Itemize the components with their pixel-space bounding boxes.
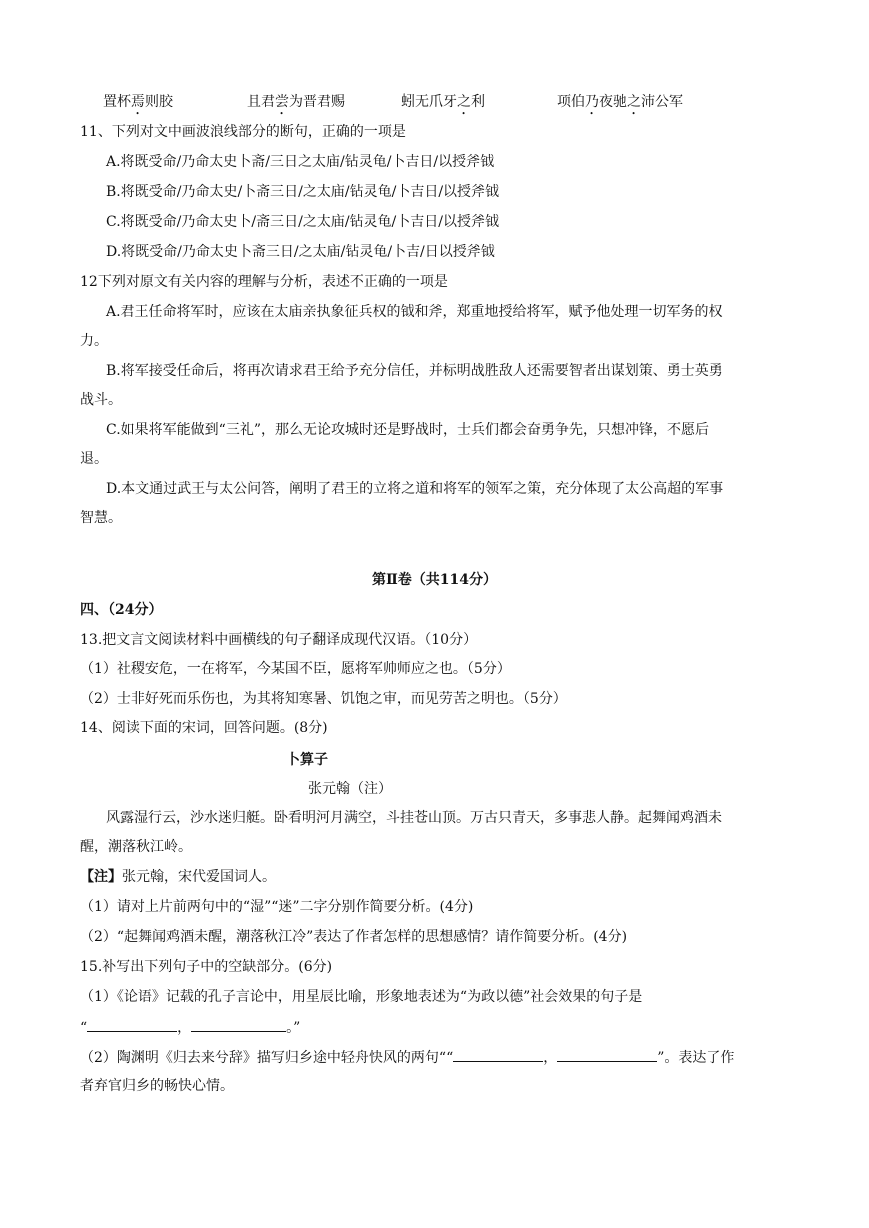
- poem-title: 卜算子: [286, 752, 328, 768]
- q13-stem: 13.把文言文阅读材料中画横线的句子翻译成现代汉语。（10分）: [80, 632, 478, 648]
- q11-option-c: C.将既受命/乃命太史卜/斋三日/之太庙/钻灵龟/卜吉日/以授斧钺: [106, 214, 499, 230]
- q14-sub2: （2）“起舞闻鸡酒未醒，潮落秋江冷”表达了作者怎样的思想感情？请作简要分析。(4分): [80, 929, 628, 945]
- q12-option-d-line2: 智慧。: [80, 510, 122, 526]
- q15-sub1-line2: “ ， 。”: [80, 1017, 300, 1038]
- q13-sub2: （2）士非好死而乐伤也，为其将知寒暑、饥饱之审，而见劳苦之明也。（5分）: [80, 691, 567, 707]
- q12-stem: 12下列对原文有关内容的理解与分析，表述不正确的一项是: [80, 274, 448, 290]
- q12-option-c-line2: 退。: [80, 451, 108, 467]
- q12-option-b-line2: 战斗。: [80, 392, 122, 408]
- q12-option-c-line1: C.如果将军能做到“三礼”，那么无论攻城时还是野战时，士兵们都会奋勇争先，只想冲锋，不愿后: [106, 422, 709, 438]
- example-word-2: 且君尝为晋君赐: [247, 94, 345, 110]
- q14-sub1: （1）请对上片前两句中的“湿”“迷”二字分别作简要分析。(4分): [80, 899, 474, 915]
- q11-option-b: B.将既受命/乃命太史/卜斋三日/之太庙/钻灵龟/卜吉日/以授斧钺: [106, 184, 500, 200]
- q11-stem: 11、下列对文中画波浪线部分的断句，正确的一项是: [80, 124, 406, 140]
- part-heading: 四、（24分）: [80, 602, 163, 618]
- poem-author: 张元翰（注）: [308, 781, 392, 797]
- note-text: 张元翰，宋代爱国词人。: [122, 869, 276, 885]
- q12-option-b-line1: B.将军接受任命后，将再次请求君王给予充分信任，并标明战胜敌人还需要智者出谋划策、勇士英勇: [106, 363, 723, 379]
- example-word-1: 置杯焉则胶: [103, 94, 173, 110]
- example-word-3: 蚓无爪牙之利: [401, 94, 485, 110]
- poem-line-2: 醒，潮落秋江岭。: [80, 839, 192, 855]
- answer-blank[interactable]: [191, 1017, 286, 1032]
- poem-note: [80, 867, 276, 887]
- q12-option-a-line2: 力。: [80, 333, 108, 349]
- q15-stem: 15.补写出下列句子中的空缺部分。(6分): [80, 959, 333, 975]
- example-word-4: 项伯乃夜驰之沛公军: [557, 94, 683, 110]
- q11-option-a: A.将既受命/乃命太史卜斋/三日之太庙/钻灵龟/卜吉日/以授斧钺: [106, 154, 495, 170]
- q15-sub1-line1: （1）《论语》记载的孔子言论中，用星辰比喻，形象地表述为“为政以德”社会效果的句子是: [80, 989, 643, 1005]
- answer-blank[interactable]: [453, 1047, 543, 1062]
- q14-stem: 14、阅读下面的宋词，回答问题。(8分): [80, 720, 328, 736]
- section-title: 第Ⅱ卷（共114分）: [371, 572, 498, 588]
- poem-line-1: 风露湿行云，沙水迷归艇。卧看明河月满空，斗挂苍山顶。万古只青天，多事悲人静。起舞闻鸡酒未: [106, 810, 722, 826]
- q12-option-d-line1: D.本文通过武王与太公问答，阐明了君王的立将之道和将军的领军之策，充分体现了太公高超的军事: [106, 481, 724, 497]
- q11-option-d: D.将既受命/乃命太史卜斋三日/之太庙/钻灵龟/卜吉/日以授斧钺: [106, 244, 495, 260]
- answer-blank[interactable]: [87, 1017, 177, 1032]
- q13-sub1: （1）社稷安危，一在将军，今某国不臣，愿将军帅师应之也。（5分）: [80, 661, 511, 677]
- note-label: 【注】: [80, 869, 122, 885]
- q15-sub2-line1: （2）陶渊明《归去来兮辞》描写归乡途中轻舟快风的两句““ ， ”。表达了作: [80, 1047, 734, 1068]
- q15-sub2-line2: 者弃官归乡的畅快心情。: [80, 1078, 234, 1094]
- q12-option-a-line1: A.君王任命将军时，应该在太庙亲执象征兵权的钺和斧，郑重地授给将军，赋予他处理一切军务的权: [106, 304, 723, 320]
- answer-blank[interactable]: [557, 1047, 657, 1062]
